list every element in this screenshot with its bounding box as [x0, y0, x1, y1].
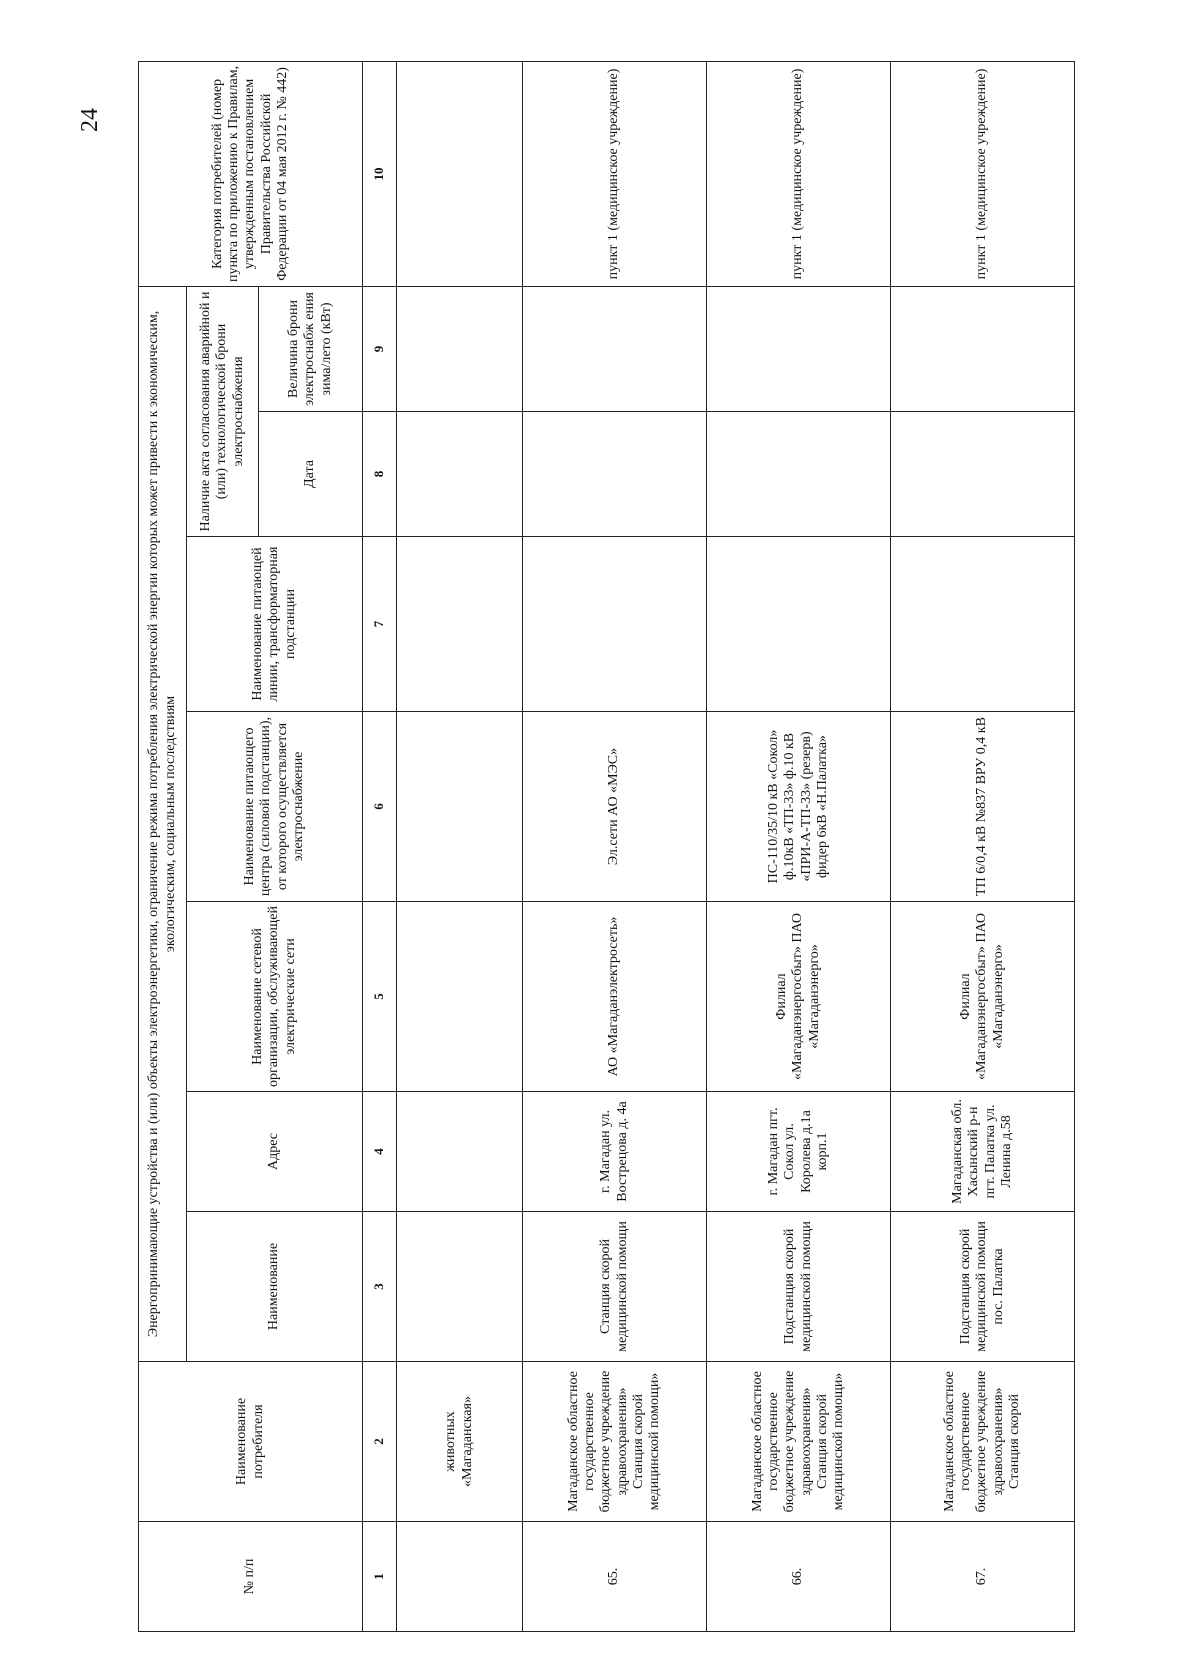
column-number: 5: [363, 902, 397, 1092]
cell-grid-org: Филиал «Магаданэнергосбыт» ПАО «Магаданэнерго»: [707, 902, 891, 1092]
cell-name: Подстанция скорой медицинской помощи пос. Палатка: [891, 1212, 1075, 1362]
cell-reserve: [523, 286, 707, 411]
cell-name: [397, 1212, 523, 1362]
cell-line: [523, 537, 707, 712]
cell-grid-org: АО «Магаданэлектросеть»: [523, 902, 707, 1092]
header-consumer: Наименование потребителя: [139, 1362, 363, 1522]
header-feed-center: Наименование питающего центра (силовой подстанции), от которого осуществляется электроснабжение: [187, 712, 363, 902]
column-number: 2: [363, 1362, 397, 1522]
header-category: Категория потребителей (номер пункта по приложению к Правилам, утвержденным постановлением Правительства Российской Федерации от 04 мая 2012 г. № 442): [139, 61, 363, 286]
cell-category: [397, 61, 523, 286]
header-grid-org: Наименование сетевой организации, обслуживающей электрические сети: [187, 902, 363, 1092]
cell-address: Магаданская обл. Хасынский р-н пгт. Палатка ул. Ленина д.58: [891, 1092, 1075, 1212]
column-number: 7: [363, 537, 397, 712]
header-group-title: Энергопринимающие устройства и (или) объекты электроэнергетики, ограничение режима потребления электрической энергии которых может привести к экономическим, экологическим, социальным последствиям: [139, 286, 187, 1361]
cell-feed-center: ТП 6/0,4 кВ №837 ВРУ 0,4 кВ: [891, 712, 1075, 902]
header-name: Наименование: [187, 1212, 363, 1362]
cell-feed-center: [397, 712, 523, 902]
table-row: [523, 61, 707, 1631]
cell-address: г. Магадан пгт. Сокол ул. Королева д.1а корп.1: [707, 1092, 891, 1212]
cell-name: Станция скорой медицинской помощи: [523, 1212, 707, 1362]
cell-line: [891, 537, 1075, 712]
cell-line: [397, 537, 523, 712]
header-act-group: Наличие акта согласования аварийной и (или) технологической брони электроснабжения: [187, 286, 259, 536]
header-address: Адрес: [187, 1092, 363, 1212]
cell-consumer: животных «Магаданская»: [397, 1362, 523, 1522]
cell-feed-center: ПС-110/35/10 кВ «Сокол» ф.10кВ «ТП-33» ф.10 кВ «ПРИ-А-ТП-33» (резерв) фидер 6кВ «Н.Палатка»: [707, 712, 891, 902]
cell-consumer: Магаданское областное государственное бюджетное учреждение здравоохранения» Станция скорой медицинской помощи»: [707, 1362, 891, 1522]
cell-date: [397, 412, 523, 537]
cell-grid-org: Филиал «Магаданэнергосбыт» ПАО «Магаданэнерго»: [891, 902, 1075, 1092]
cell-reserve: [397, 286, 523, 411]
cell-category: пункт 1 (медицинское учреждение): [707, 61, 891, 286]
cell-date: [707, 412, 891, 537]
column-number: 10: [363, 61, 397, 286]
cell-consumer: Магаданское областное государственное бюджетное учреждение здравоохранения» Станция скорой: [891, 1362, 1075, 1522]
header-num: № п/п: [139, 1522, 363, 1632]
column-number: 8: [363, 412, 397, 537]
cell-num: 67.: [891, 1522, 1075, 1632]
column-numbers-row: [363, 61, 397, 1631]
rotated-table-container: [138, 62, 1073, 1632]
cell-date: [523, 412, 707, 537]
table-row: [891, 61, 1075, 1631]
column-number: 6: [363, 712, 397, 902]
column-number: 4: [363, 1092, 397, 1212]
header-reserve: Величина брони электроснабж ения зима/лето (кВт): [259, 286, 363, 411]
header-date: Дата: [259, 412, 363, 537]
cell-reserve: [891, 286, 1075, 411]
cell-num: 65.: [523, 1522, 707, 1632]
cell-feed-center: Эл.сети АО «МЭС»: [523, 712, 707, 902]
column-number: 1: [363, 1522, 397, 1632]
table-row: [707, 61, 891, 1631]
cell-num: 66.: [707, 1522, 891, 1632]
cell-name: Подстанция скорой медицинской помощи: [707, 1212, 891, 1362]
page-number: 24: [77, 108, 103, 132]
cell-consumer: Магаданское областное государственное бюджетное учреждение здравоохранения» Станция скорой медицинской помощи»: [523, 1362, 707, 1522]
cell-category: пункт 1 (медицинское учреждение): [891, 61, 1075, 286]
cell-category: пункт 1 (медицинское учреждение): [523, 61, 707, 286]
consumers-table: [138, 61, 1075, 1632]
cell-reserve: [707, 286, 891, 411]
continuation-row: [397, 61, 523, 1631]
header-line: Наименование питающей линии, трансформаторная подстанции: [187, 537, 363, 712]
cell-address: г. Магадан ул. Вострецова д. 4а: [523, 1092, 707, 1212]
cell-address: [397, 1092, 523, 1212]
column-number: 9: [363, 286, 397, 411]
cell-date: [891, 412, 1075, 537]
cell-num: [397, 1522, 523, 1632]
header-row-1: [139, 61, 187, 1631]
column-number: 3: [363, 1212, 397, 1362]
cell-grid-org: [397, 902, 523, 1092]
cell-line: [707, 537, 891, 712]
